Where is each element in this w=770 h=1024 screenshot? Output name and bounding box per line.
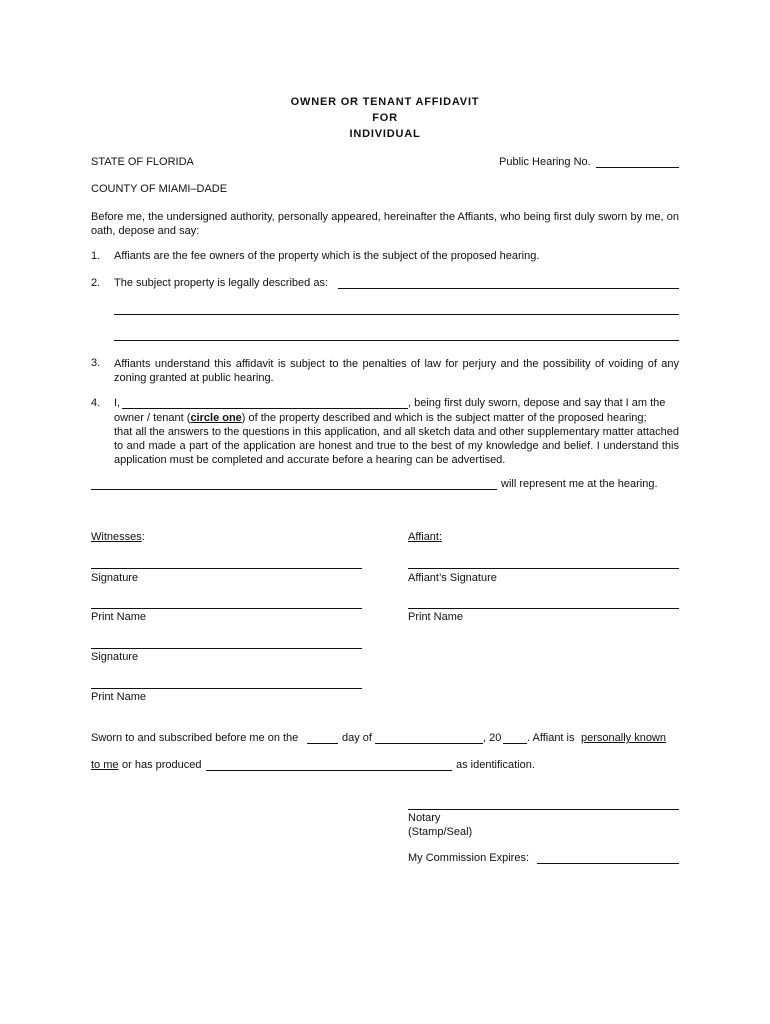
witness-1-signature-label: Signature: [91, 572, 139, 584]
witnesses-heading-colon: :: [141, 531, 145, 543]
sworn-month-field[interactable]: [375, 743, 483, 744]
circle-one-instruction: circle one: [190, 412, 242, 424]
affiant-print-name-label: Print Name: [408, 611, 464, 623]
sworn-text-d: . Affiant is: [527, 732, 575, 744]
witness-1-print-name-field[interactable]: [91, 608, 362, 609]
notary-signature-field[interactable]: [408, 809, 679, 810]
item-2-number: 2.: [91, 277, 101, 289]
represent-text: will represent me at the hearing.: [501, 478, 658, 490]
item-1-number: 1.: [91, 250, 101, 262]
sworn-text-a: Sworn to and subscribed before me on the: [91, 732, 299, 744]
item-4-line2: [114, 411, 679, 425]
state-label: STATE OF FLORIDA: [91, 156, 194, 168]
personally-known-option: personally known: [581, 732, 666, 744]
item-4-line1-text: , being first duly sworn, depose and say that I am the: [408, 397, 666, 409]
form-title-line2: FOR: [372, 112, 398, 124]
representative-name-field[interactable]: [91, 489, 497, 490]
commission-expires-field[interactable]: [537, 863, 679, 864]
legal-description-field-1[interactable]: [338, 288, 679, 289]
form-title-line3: INDIVIDUAL: [349, 128, 421, 140]
witnesses-heading-text: Witnesses: [91, 531, 142, 543]
sworn-text-b: day of: [342, 732, 372, 744]
item-4-rest: that all the answers to the questions in this application, and all sketch data and other supplementary matter attached to and made a part of the application are honest and true to the best of my knowledge and belief. I understand this application must be completed and accurate before a hearing can be advertised.: [114, 426, 680, 466]
affiant-heading: Affiant:: [408, 531, 443, 543]
legal-description-field-3[interactable]: [114, 340, 679, 341]
item-3-text: Affiants understand this affidavit is subject to the penalties of law for perjury and the possibility of voiding of any zoning granted at public hearing.: [114, 358, 679, 384]
item-2-text: The subject property is legally described as:: [114, 277, 328, 289]
intro-paragraph: Before me, the undersigned authority, personally appeared, hereinafter the Affiants, who being first duly sworn by me, on oath, depose and say:: [91, 211, 679, 237]
witnesses-heading: [91, 531, 145, 543]
witness-1-print-name-label: Print Name: [91, 611, 147, 623]
item-4-number: 4.: [91, 397, 101, 409]
commission-expires-label: My Commission Expires:: [408, 852, 530, 864]
witness-2-signature-field[interactable]: [91, 648, 362, 649]
item-3-number: 3.: [91, 357, 101, 369]
witness-2-print-name-field[interactable]: [91, 688, 362, 689]
sworn-text-g: or has produced: [122, 759, 202, 771]
sworn-text-c: , 20: [483, 732, 502, 744]
county-label: COUNTY OF MIAMI–DADE: [91, 183, 228, 195]
item-1-text: Affiants are the fee owners of the property which is the subject of the proposed hearing.: [114, 250, 540, 262]
sworn-text-h: as identification.: [456, 759, 535, 771]
item-4-prefix: I,: [114, 397, 121, 409]
witness-1-signature-field[interactable]: [91, 568, 362, 569]
sworn-day-field[interactable]: [307, 743, 338, 744]
public-hearing-number-field[interactable]: [596, 167, 679, 168]
to-me-text: to me: [91, 759, 119, 771]
affiant-print-name-field[interactable]: [408, 608, 679, 609]
notary-label: Notary: [408, 812, 441, 824]
witness-2-print-name-label: Print Name: [91, 691, 147, 703]
form-title-line1: OWNER OR TENANT AFFIDAVIT: [290, 96, 480, 108]
affiant-signature-label: Affiant’s Signature: [408, 572, 497, 584]
identification-field[interactable]: [206, 770, 452, 771]
item-4-line2-a: owner / tenant (: [114, 412, 191, 424]
stamp-seal-label: (Stamp/Seal): [408, 826, 473, 838]
item-4-line2-b: ) of the property described and which is the subject matter of the proposed hearing;: [241, 412, 647, 424]
affiant-signature-field[interactable]: [408, 568, 679, 569]
sworn-year-field[interactable]: [503, 743, 527, 744]
witness-2-signature-label: Signature: [91, 651, 139, 663]
public-hearing-label: Public Hearing No.: [499, 156, 591, 168]
legal-description-field-2[interactable]: [114, 314, 679, 315]
affiant-name-field[interactable]: [122, 408, 408, 409]
